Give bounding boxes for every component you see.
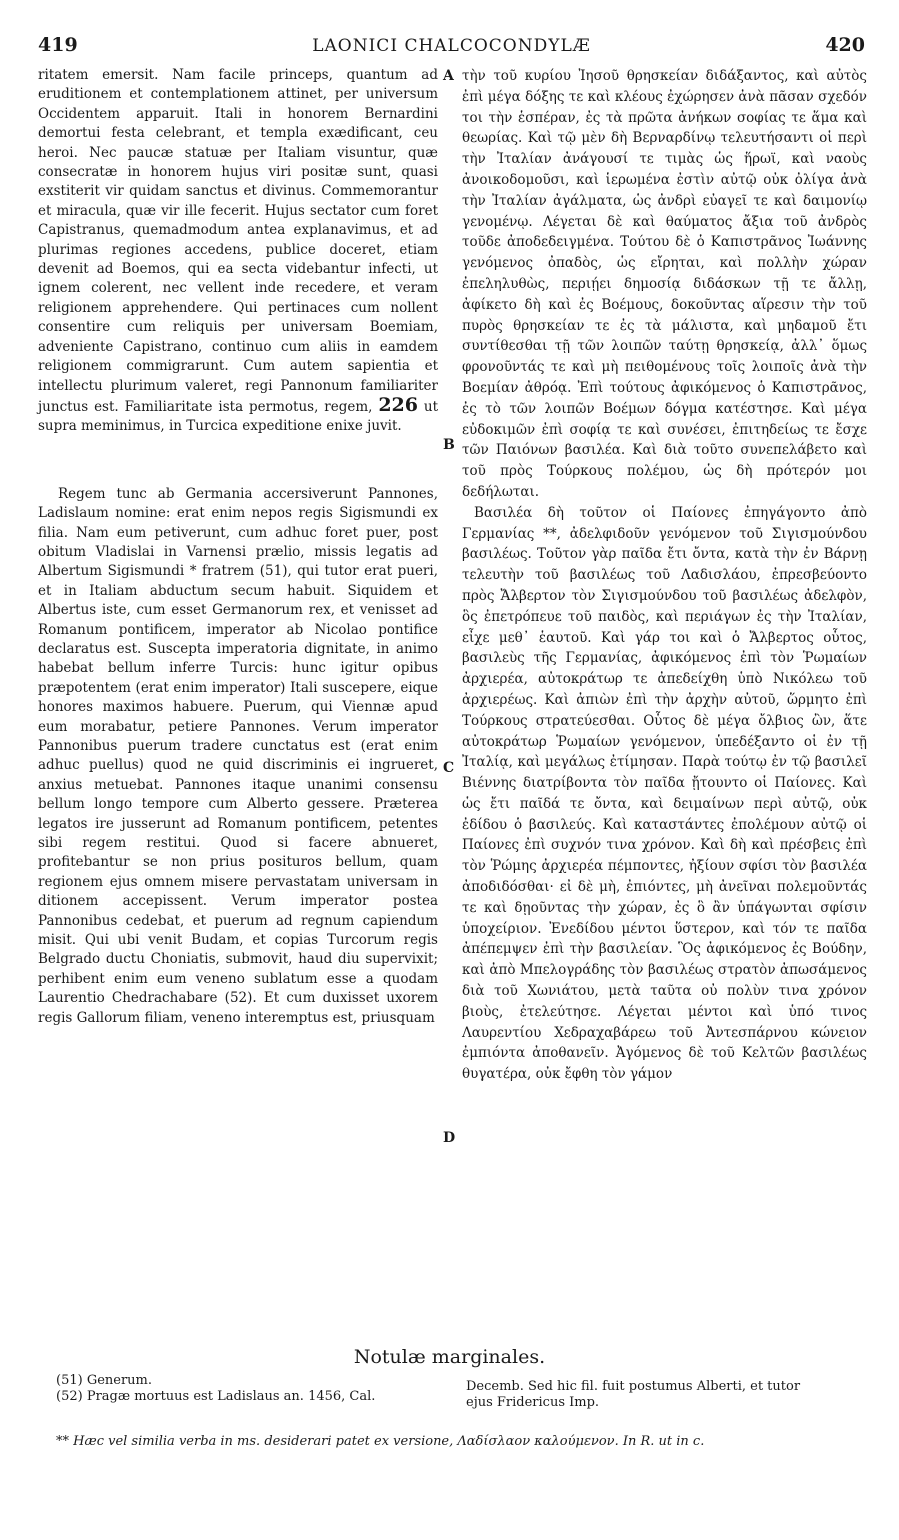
- notes-left: [56, 1373, 456, 1405]
- latin-paragraph-2: Regem tunc ab Germania accersiverunt Pannones, Ladislaum nomine: erat enim nepos regis Sigismundi ex filia. Nam eum petiverunt, cum adhuc foret puer, post obitum Vladislai in Varnensi prælio, missis legatis ad Albertum Sigismundi * fratrem (51), qui tutor erat pueri, et in Italiam abductum secum habuit. Siquidem et Albertus iste, cum esset Germanorum rex, et venisset ad Romanum pontificem, imperator ab Nicolao pontifice declaratus est. Suscepta imperatoria dignitate, in animo habebat bellum inferre Turcis: hunc igitur opibus præpotentem (erat enim imperator) Itali suscepere, eique honores maximos habuere. Puerum, qui Viennæ apud eum morabatur, petiere Pannones. Verum imperator Pannonibus puerum tradere cunctatus est (erat enim adhuc puellus) quod ne quid discriminis ei ingrueret, anxius metuebat. Pannones itaque unanimi consensu bellum longo tempore cum Alberto gessere. Præterea legatos ire jusserunt ad Romanum pontificem, petentes sibi regem restitui. Quod si facere abnueret, profitebantur se non prius posituros bellum, quam regionem ejus omnem misere pervastatam universam in ditionem accepissent. Verum imperator postea Pannonibus cedebat, et puerum ad regnum capiendum misit. Qui ubi venit Budam, et copias Turcorum regis Belgrado ductu Choniatis, submovit, haud diu supervixit; perhibent enim eum veneno sublatum esse a quodam Laurentio Chedrachabare (52). Et cum duxisset uxorem regis Gallorum filiam, veneno interemptus est, priusquam: [38, 485, 438, 1026]
- page-header: [38, 34, 865, 64]
- latin-paragraph-1: [38, 66, 438, 437]
- margin-letter-b: B: [443, 437, 455, 453]
- latin-paragraph-1-end: ut supra meminimus, in Turcica expeditione enixe juvit.: [38, 398, 438, 435]
- page-number-left: 419: [38, 34, 78, 56]
- notes-title: Notulæ marginales.: [353, 1346, 546, 1368]
- note-51: (51) Generum.: [56, 1373, 153, 1388]
- latin-column: [38, 66, 438, 1028]
- page-marker: 226: [378, 393, 418, 416]
- page-number-right: 420: [825, 34, 865, 56]
- margin-letter-a: A: [443, 68, 454, 84]
- latin-paragraph-1-text: ritatem emersit. Nam facile princeps, quantum ad eruditionem et contemplationem attinet, per universum Occidentem apparuit. Itali in honorem Bernardini demortui festa celebrant, et templa exædificant, ceu heroi. Nec paucæ statuæ per Italiam visuntur, quæ consecratæ in honorem hujus viri positæ sunt, quasi exstiterit vir quidam sanctus et divinus. Commemorantur et miracula, quæ vir ille fecerit. Hujus sectator cum foret Capistranus, quemadmodum antea explanavimus, et ad plurimas regiones accedens, publice doceret, etiam devenit ad Boemos, qui ea secta videbantur infecti, ut ignem colerent, nec vellent inde recedere, et veram religionem apprehendere. Qui pertinaces cum nollent consentire cum reliquis per universam Boemiam, adveniente Capistrano, continuo cum aliis in eamdem religionem commigrarunt. Cum autem sapientia et intellectu plurimum valeret, regi Pannonum familiariter junctus est. Familiaritate ista permotus, regem,: [38, 67, 438, 415]
- note-52: (52) Pragæ mortuus est Ladislaus an. 1456, Cal.: [56, 1389, 376, 1404]
- margin-letter-d: D: [443, 1130, 456, 1146]
- note-52-continued-1: Decemb. Sed hic fil. fuit postumus Alberti, et tutor: [466, 1379, 801, 1394]
- footnote: ** Hæc vel similia verba in ms. desiderari patet ex versione, Λαδίσλαον καλούμενον. In R. ut in c.: [56, 1434, 705, 1449]
- notes-right: [466, 1379, 866, 1411]
- greek-column: [462, 66, 867, 1085]
- running-title: LAONICI CHALCOCONDYLÆ: [312, 36, 591, 56]
- margin-letter-c: C: [443, 760, 455, 776]
- greek-paragraph-1: τὴν τοῦ κυρίου Ἰησοῦ θρησκείαν διδάξαντος, καὶ αὐτὸς ἐπὶ μέγα δόξης τε καὶ κλέους ἐχώρησεν ἀνὰ πᾶσαν σχεδόν τοι τὴν ἑσπέραν, ἐς τὰ πρῶτα ἀνήκων σοφίας τε ἅμα καὶ θεωρίας. Καὶ τῷ μὲν δὴ Βερναρδίνῳ τελευτήσαντι οἱ περὶ τὴν Ἰταλίαν ἀνάγουσί τε τιμὰς ὡς ἥρωϊ, καὶ ναοὺς ἀνοικοδομοῦσι, καὶ ἱερωμένα ἐστὶν αὐτῷ οὐκ ὀλίγα ἀνὰ τὴν Ἰταλίαν ἀγάλματα, ὡς ἀνδρὶ εὐαγεῖ τε καὶ δαιμονίῳ γενομένῳ. Λέγεται δὲ καὶ θαύματος ἄξια τοῦ ἀνδρὸς τοῦδε ἀποδεδειγμένα. Τούτου δὲ ὁ Καπιστρᾶνος Ἰωάννης γενόμενος ὀπαδὸς, ὡς εἴρηται, καὶ πολλὴν χώραν ἐπεληλυθὼς, περιῄει δημοσίᾳ διδάσκων τῇ τε ἄλλῃ, ἀφίκετο δὴ καὶ ἐς Βοέμους, δοκοῦντας αἵρεσιν τὴν τοῦ πυρὸς θρησκείαν τε ἐς τὰ μάλιστα, καὶ μηδαμοῦ ἔτι συντίθεσθαι τῇ τῶν λοιπῶν ταύτῃ θρησκείᾳ, ἀλλ᾽ ὅμως φρονοῦντάς τε καὶ μὴ πειθομένους τοῖς λοιποῖς ἀνὰ τὴν Βοεμίαν ἀθρόᾳ. Ἐπὶ τούτους ἀφικόμενος ὁ Καπιστρᾶνος, ἐς τὸ τῶν λοιπῶν Βοέμων δόγμα κατέστησε. Καὶ μέγα εὐδοκιμῶν ἐπὶ σοφίᾳ τε καὶ συνέσει, ἐπιτηδείως τε ἔσχε τῶν Παιόνων βασιλέα. Καὶ διὰ τοῦτο συνεπελάβετο καὶ τοῦ πρὸς Τούρκους πολέμου, ὡς δὴ πρότερόν μοι δεδήλωται.: [462, 68, 867, 500]
- note-52-continued-2: ejus Fridericus Imp.: [466, 1395, 600, 1410]
- greek-paragraph-2: Βασιλέα δὴ τοῦτον οἱ Παίονες ἐπηγάγοντο ἀπὸ Γερμανίας **, ἀδελφιδοῦν γενόμενον τοῦ Σιγισμούνδου βασιλέως. Τοῦτον γὰρ παῖδα ἔτι ὄντα, κατὰ τὴν ἐν Βάρνῃ τελευτὴν τοῦ βασιλέως τοῦ Λαδισλάου, ἐπρεσβεύοντο πρὸς Ἄλβερτον τὸν Σιγισμούνδου τοῦ βασιλέως ἀδελφὸν, ὃς ἐπετρόπευε τοῦ παιδὸς, καὶ περιάγων ἐς τὴν Ἰταλίαν, εἶχε μεθ᾽ ἑαυτοῦ. Καὶ γάρ τοι καὶ ὁ Ἄλβερτος οὗτος, βασιλεὺς τῆς Γερμανίας, ἀφικόμενος ἐπὶ τὸν Ῥωμαίων ἀρχιερέα, αὐτοκράτωρ τε ἀπεδείχθη ὑπὸ Νικόλεω τοῦ ἀρχιερέως. Καὶ ἀπιὼν ἐπὶ τὴν ἀρχὴν αὐτοῦ, ὥρμητο ἐπὶ Τούρκους στρατεύεσθαι. Οὗτος δὲ μέγα ὄλβιος ὢν, ἅτε αὐτοκράτωρ Ῥωμαίων γενόμενον, ὑπεδέξαντο οἱ ἐν τῇ Ἰταλίᾳ, καὶ μεγάλως ἐτίμησαν. Παρὰ τούτῳ ἐν τῷ βασιλεῖ Βιέννης διατρίβοντα τὸν παῖδα ᾔτουντο οἱ Παίονες. Καὶ ὡς ἔτι παῖδά τε ὄντα, καὶ δειμαίνων περὶ αὐτῷ, οὐκ ἐδίδου ὁ βασιλεύς. Καὶ καταστάντες ἐπολέμουν αὐτῷ οἱ Παίονες ἐπὶ συχνόν τινα χρόνον. Καὶ δὴ καὶ πρέσβεις ἐπὶ τὸν Ῥώμης ἀρχιερέα πέμποντες, ἠξίουν σφίσι τὸν βασιλέα ἀποδιδόσθαι· εἰ δὲ μὴ, ἐπιόντες, μὴ ἀνεῖναι πολεμοῦντάς τε καὶ δῃοῦντας τὴν χώραν, ἐς ὃ ἂν ὑπάγωνται σφίσιν ὑποχείριον. Ἐνεδίδου μέντοι ὕστερον, καὶ τόν τε παῖδα ἀπέπεμψεν ἐπὶ τὴν βασιλείαν. Ὃς ἀφικόμενος ἐς Βούδην, καὶ ἀπὸ Μπελογράδης τὸν βασιλέως στρατὸν ἀπωσάμενος διὰ τοῦ Χωνιάτου, μετὰ ταῦτα οὐ πολὺν τινα χρόνον βιοὺς, ἐτελεύτησε. Λέγεται μέντοι καὶ ὑπό τινος Λαυρεντίου Χεδραχαβάρεω τοῦ Ἀντεσπάρνου κώνειον ἐμπιόντα ἀποθανεῖν. Ἀγόμενος δὲ τοῦ Κελτῶν βασιλέως θυγατέρα, οὐκ ἔφθη τὸν γάμον: [462, 504, 867, 1083]
